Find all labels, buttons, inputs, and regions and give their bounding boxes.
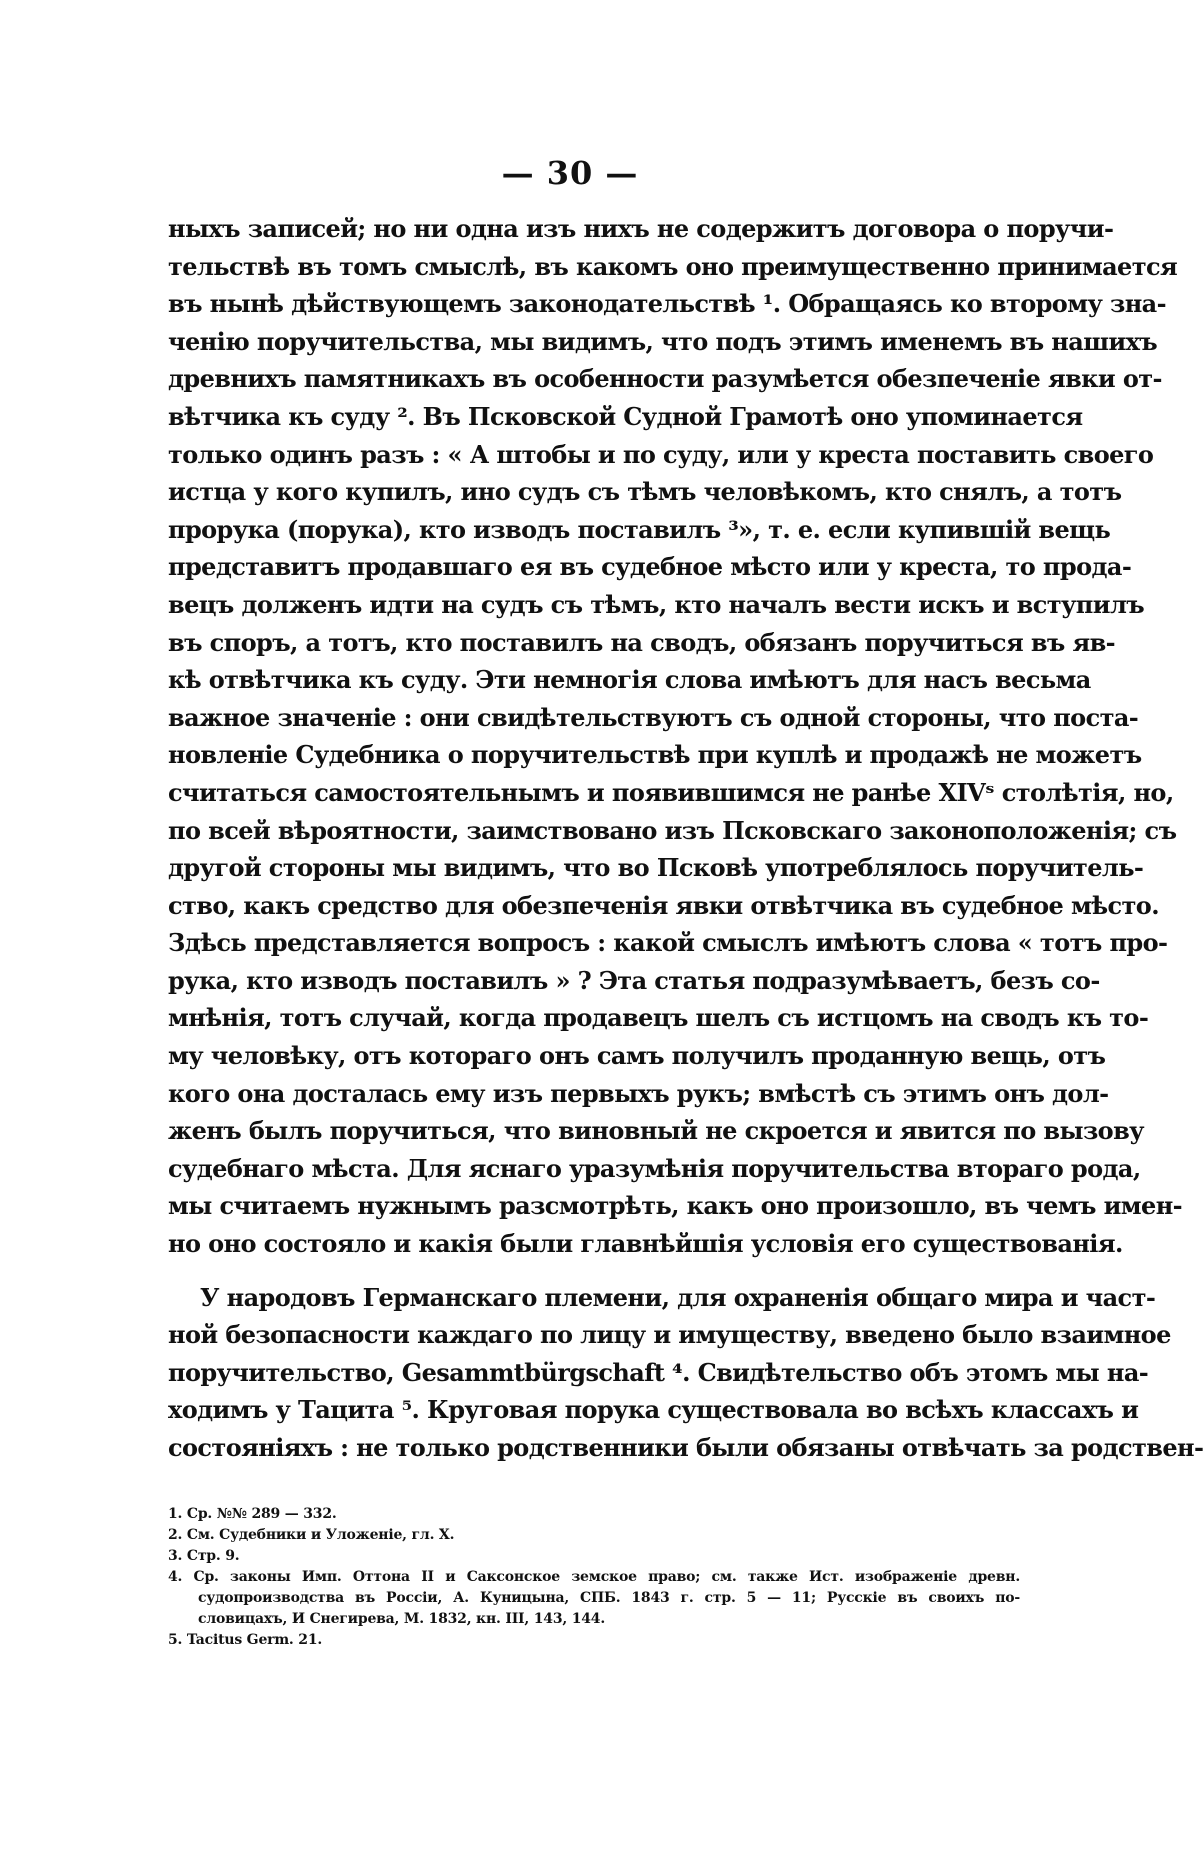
text-line: ной безопасности каждаго по лицу и имуществу, введено было взаимное [168,1320,1171,1350]
text-line: представитъ продавшаго ея въ судебное мѣсто или у креста, то прода- [168,552,1132,582]
text-line: въ споръ, а тотъ, кто поставилъ на сводъ, обязанъ поручиться въ яв- [168,627,1116,657]
paragraph-1 [168,210,1183,1263]
footnote-1: 1. Ср. №№ 289 — 332. [168,1506,337,1522]
paragraph-2 [168,1279,1203,1467]
footnote-4-continuation: словицахъ, И Снегирева, М. 1832, кн. III, 143, 144. [198,1611,606,1627]
text-line: но оно состояло и какія были главнѣйшія условія его существованія. [168,1229,1123,1259]
footnote-4-continuation: судопроизводства въ Россіи, А. Куницына, СПБ. 1843 г. стр. 5 — 11; Русскіе въ своихъ по- [198,1590,1020,1606]
text-line: важное значеніе : они свидѣтельствуютъ съ одной стороны, что поста- [168,702,1139,732]
text-line: мнѣнія, тотъ случай, когда продавецъ шелъ съ истцомъ на сводъ къ то- [168,1003,1149,1033]
text-line: въ нынѣ дѣйствующемъ законодательствѣ ¹. Обращаясь ко второму зна- [168,289,1166,319]
text-line: ченію поручительства, мы видимъ, что подъ этимъ именемъ въ нашихъ [168,326,1158,356]
text-line: состояніяхъ : не только родственники были обязаны отвѣчать за родствен- [168,1433,1203,1462]
page-number: — 30 — [501,154,639,192]
text-line: У народовъ Германскаго племени, для охраненія общаго мира и част- [200,1282,1156,1312]
text-line: прорука (порука), кто изводъ поставилъ ³», т. е. если купившій вещь [168,514,1111,544]
text-line: истца у кого купилъ, ино судъ съ тѣмъ человѣкомъ, кто снялъ, а тотъ [168,477,1122,507]
footnote-3: 3. Стр. 9. [168,1548,240,1564]
text-line: кѣ отвѣтчика къ суду. Эти немногія слова имѣютъ для насъ весьма [168,665,1091,695]
text-line: другой стороны мы видимъ, что во Псковѣ употреблялось поручитель- [168,853,1144,883]
footnotes [168,1504,1020,1651]
text-line: судебнаго мѣста. Для яснаго уразумѣнія поручительства втораго рода, [168,1153,1141,1183]
text-line: поручительство, Gesammtbürgschaft ⁴. Свидѣтельство объ этомъ мы на- [168,1357,1149,1387]
footnote-4: 4. Ср. законы Имп. Оттона II и Саксонское земское право; см. также Ист. изображеніе древн. [168,1569,1020,1585]
text-line: рука, кто изводъ поставилъ » ? Эта статья подразумѣваетъ, безъ со- [168,965,1100,995]
text-line: женъ былъ поручиться, что виновный не скроется и явится по вызову [168,1116,1144,1146]
text-line: ходимъ у Тацита ⁵. Круговая порука существовала во всѣхъ классахъ и [168,1395,1139,1425]
footnote-2: 2. См. Судебники и Уложеніе, гл. X. [168,1527,455,1543]
text-line: древнихъ памятникахъ въ особенности разумѣется обезпеченіе явки от- [168,364,1162,394]
text-line: ныхъ записей; но ни одна изъ нихъ не содержитъ договора о поручи- [168,214,1114,243]
text-line: новленіе Судебника о поручительствѣ при куплѣ и продажѣ не можетъ [168,740,1142,770]
text-line: Здѣсь представляется вопросъ : какой смыслъ имѣютъ слова « тотъ про- [168,928,1168,958]
text-line: ство, какъ средство для обезпеченія явки отвѣтчика въ судебное мѣсто. [168,890,1159,920]
text-line: считаться самостоятельнымъ и появившимся не ранѣе XIVˢ столѣтія, но, [168,777,1174,807]
text-line: му человѣку, отъ котораго онъ самъ получилъ проданную вещь, отъ [168,1041,1106,1071]
text-line: только одинъ разъ : « А штобы и по суду, или у креста поставить своего [168,439,1154,469]
body-text [168,210,1203,1467]
text-line: тельствѣ въ томъ смыслѣ, въ какомъ оно преимущественно принимается [168,251,1178,281]
footnote-5: 5. Tacitus Germ. 21. [168,1632,323,1648]
text-line: кого она досталась ему изъ первыхъ рукъ; вмѣстѣ съ этимъ онъ дол- [168,1078,1109,1108]
text-line: вецъ долженъ идти на судъ съ тѣмъ, кто началъ вести искъ и вступилъ [168,589,1145,619]
text-line: по всей вѣроятности, заимствовано изъ Псковскаго законоположенія; съ [168,815,1177,845]
text-line: вѣтчика къ суду ². Въ Псковской Судной Грамотѣ оно упоминается [168,401,1083,431]
text-line: мы считаемъ нужнымъ разсмотрѣть, какъ оно произошло, въ чемъ имен- [168,1191,1183,1221]
